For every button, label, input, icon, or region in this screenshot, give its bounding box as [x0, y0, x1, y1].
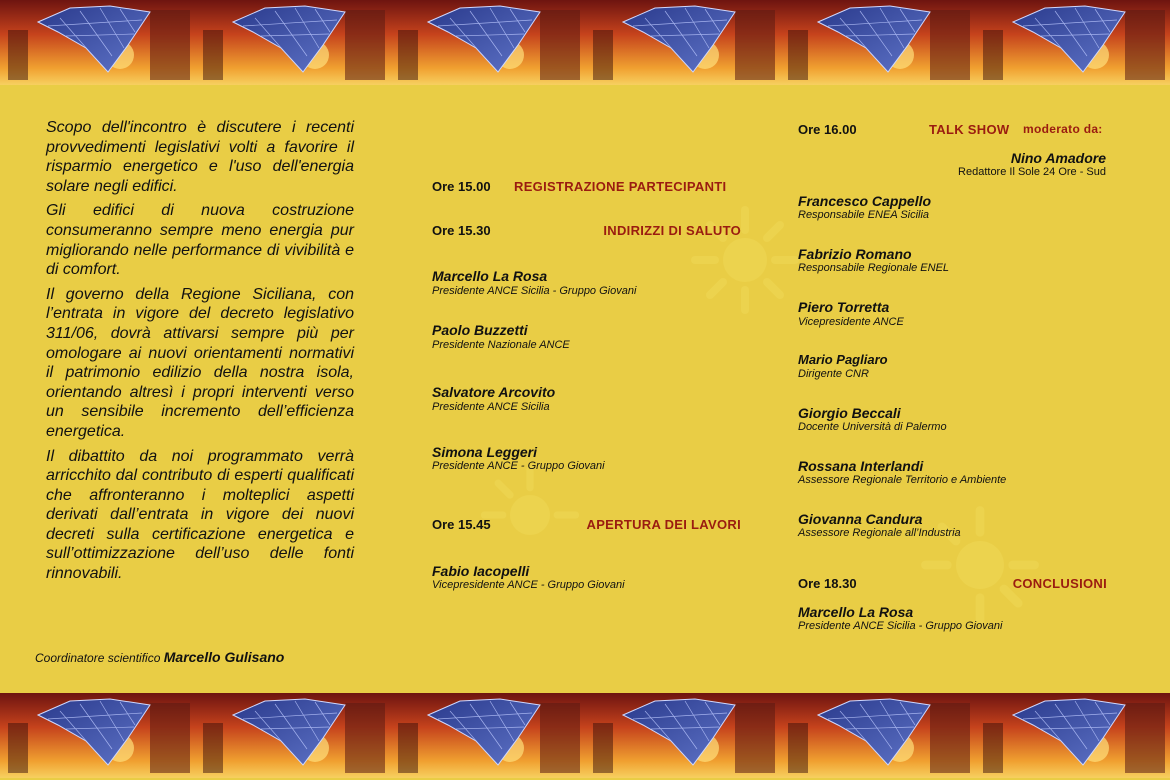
panelist-name: Francesco Cappello — [798, 193, 932, 209]
solar-panel-sicily-photo — [780, 0, 975, 85]
intro-paragraph: Il dibattito da noi programmato verrà arricchito dal contributo di esperti qualificati che affronteranno i molteplici aspetti derivati dall’entrata in vigore dei nuovi decreti sulla certificazione energetica e sull’ottimizzazione dell’uso delle fonti rinnovabili. — [46, 447, 354, 583]
solar-panel-sicily-photo — [975, 693, 1170, 778]
bottom-banner — [0, 693, 1170, 778]
speaker-role: Presidente ANCE Sicilia — [432, 401, 550, 413]
solar-panel-sicily-photo — [390, 693, 585, 778]
speaker-role: Presidente ANCE - Gruppo Giovani — [432, 460, 605, 472]
speaker-role: Presidente Nazionale ANCE — [432, 339, 570, 351]
solar-panel-sicily-photo — [780, 693, 975, 778]
speaker-role: Vicepresidente ANCE - Gruppo Giovani — [432, 579, 625, 591]
talkshow-title: TALK SHOW — [929, 122, 1010, 137]
sun-watermark-icon — [690, 205, 800, 315]
coordinator-name: Marcello Gulisano — [163, 649, 285, 665]
conclusions-time: Ore 18.30 — [798, 576, 857, 591]
solar-panel-sicily-photo — [0, 693, 195, 778]
greetings-title: INDIRIZZI DI SALUTO — [603, 223, 741, 238]
speaker-role: Presidente ANCE Sicilia - Gruppo Giovani — [432, 285, 637, 297]
top-banner — [0, 0, 1170, 85]
panelist-role: Docente Università di Palermo — [798, 421, 947, 433]
sun-watermark-icon — [920, 505, 1040, 625]
speaker-name: Simona Leggeri — [432, 444, 538, 460]
solar-panel-sicily-photo — [195, 0, 390, 85]
speaker-name: Salvatore Arcovito — [432, 384, 556, 400]
conclusions-title: CONCLUSIONI — [1012, 576, 1107, 591]
sun-watermark-icon — [480, 465, 580, 565]
panelist-role: Assessore Regionale Territorio e Ambiente — [798, 474, 1007, 486]
intro-text — [46, 118, 354, 589]
solar-panel-sicily-photo — [195, 693, 390, 778]
panelist-name: Mario Pagliaro — [798, 352, 888, 367]
registration-time: Ore 15.00 — [432, 179, 491, 194]
panelist-name: Piero Torretta — [798, 299, 890, 315]
intro-paragraph: Scopo dell'incontro è discutere i recenti provvedimenti legislativi volti a favorire il risparmio energetico e l'uso dell'energia solare negli edifici. — [46, 119, 354, 195]
solar-panel-sicily-photo — [585, 693, 780, 778]
panelist-name: Giovanna Candura — [798, 511, 923, 527]
panelist-role: Responsabile Regionale ENEL — [798, 262, 950, 274]
moderated-label: moderato da: — [1023, 122, 1103, 136]
solar-panel-sicily-photo — [0, 0, 195, 85]
opening-time: Ore 15.45 — [432, 517, 491, 532]
panelist-name: Fabrizio Romano — [798, 246, 912, 262]
intro-paragraph: Il governo della Regione Siciliana, con l’entrata in vigore del decreto legislativo 311/06, dovrà attivarsi sempre più per omologare ai nuovi orientamenti normativi il patrimonio edilizio della nostra isola, orientando altresì i propri interventi verso un sensibile incremento dell’efficienza energetica. — [46, 285, 354, 440]
moderator-name: Nino Amadore — [1010, 150, 1106, 166]
opening-title: APERTURA DEI LAVORI — [586, 517, 741, 532]
panelist-name: Rossana Interlandi — [798, 458, 924, 474]
closing-speaker-name: Marcello La Rosa — [798, 604, 914, 620]
speaker-name: Paolo Buzzetti — [432, 322, 528, 338]
panelist-role: Assessore Regionale all’Industria — [798, 527, 961, 539]
panelist-role: Vicepresidente ANCE — [798, 316, 904, 328]
solar-panel-sicily-photo — [585, 0, 780, 85]
coordinator-credit — [35, 649, 284, 665]
panelist-role: Responsabile ENEA Sicilia — [798, 209, 930, 221]
solar-panel-sicily-photo — [390, 0, 585, 85]
moderator-role: Redattore Il Sole 24 Ore - Sud — [958, 166, 1106, 178]
solar-panel-sicily-photo — [975, 0, 1170, 85]
panelist-role: Dirigente CNR — [798, 368, 869, 380]
talkshow-time: Ore 16.00 — [798, 122, 857, 137]
registration-title: REGISTRAZIONE PARTECIPANTI — [514, 179, 727, 194]
speaker-name: Marcello La Rosa — [432, 268, 548, 284]
closing-speaker-role: Presidente ANCE Sicilia - Gruppo Giovani — [798, 620, 1003, 632]
greetings-time: Ore 15.30 — [432, 223, 491, 238]
intro-paragraph: Gli edifici di nuova costruzione consumeranno sempre meno energia pur migliorando nelle performance di vivibilità e di comfort. — [46, 202, 354, 279]
speaker-name: Fabio Iacopelli — [432, 563, 530, 579]
panelist-name: Giorgio Beccali — [798, 405, 901, 421]
coordinator-label: Coordinatore scientifico — [35, 651, 161, 665]
